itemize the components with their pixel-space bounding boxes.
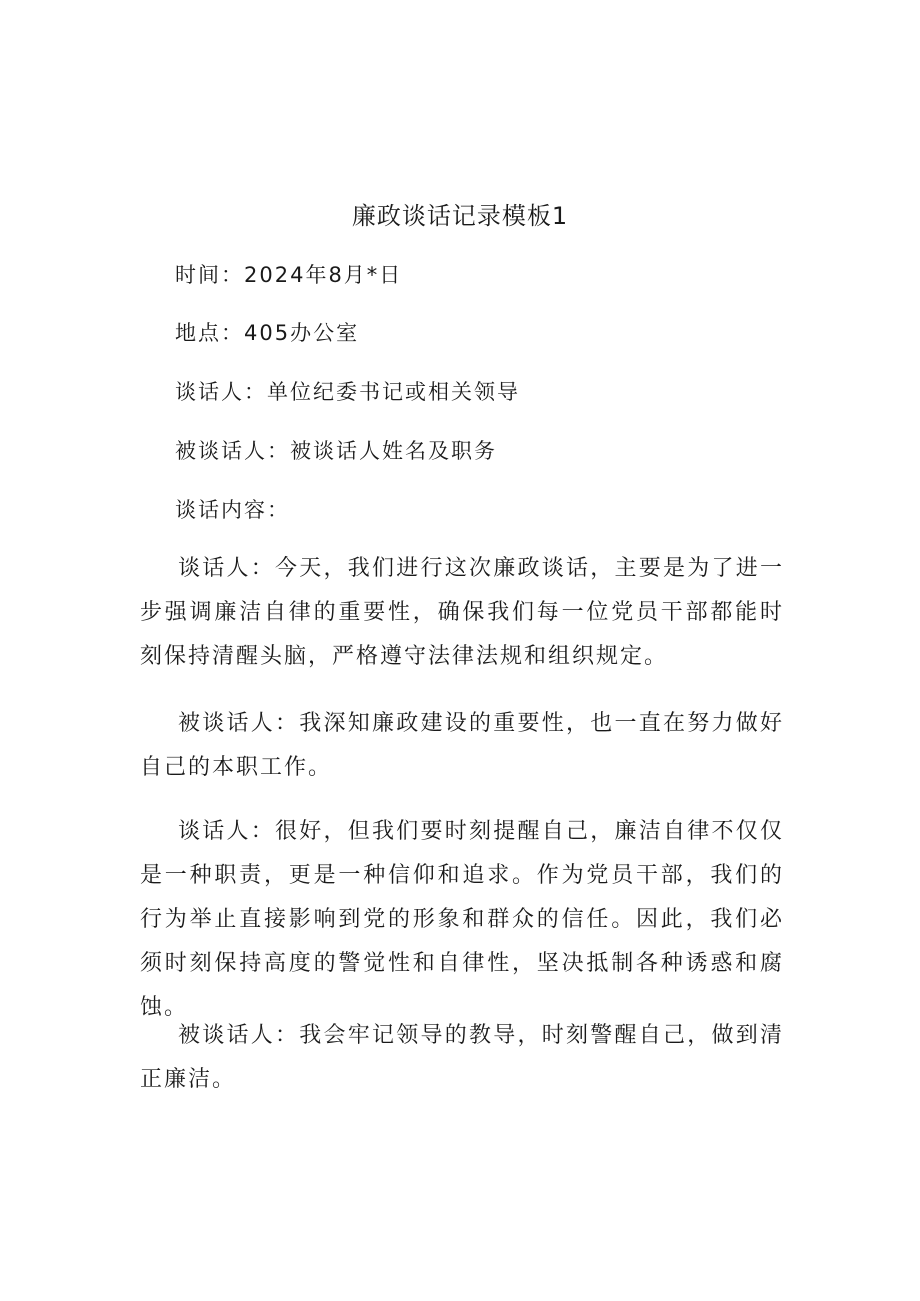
meta-location-value: 405办公室 xyxy=(244,321,360,345)
dialogue-text: 我会牢记领导的教导，时刻警醒自己，做到清正廉洁。 xyxy=(140,1023,784,1092)
dialogue-speaker: 谈话人： xyxy=(178,556,275,581)
dialogue-text: 很好，但我们要时刻提醒自己，廉洁自律不仅仅是一种职责，更是一种信仰和追求。作为党员干部，我们的行为举止直接影响到党的形象和群众的信任。因此，我们必须时刻保持高度的警觉性和自律性，坚决抵制各种诱惑和腐蚀。 xyxy=(140,819,784,1020)
dialogue-text: 我深知廉政建设的重要性，也一直在努力做好自己的本职工作。 xyxy=(140,711,784,780)
meta-interviewer-value: 单位纪委书记或相关领导 xyxy=(267,380,520,404)
meta-interviewer-label: 谈话人： xyxy=(175,380,267,404)
meta-content-heading xyxy=(175,494,290,526)
meta-location xyxy=(175,317,359,349)
meta-time xyxy=(175,259,402,291)
dialogue-paragraph-1 xyxy=(140,547,784,679)
meta-content-label: 谈话内容： xyxy=(175,498,290,522)
dialogue-text: 今天，我们进行这次廉政谈话，主要是为了进一步强调廉洁自律的重要性，确保我们每一位党员干部都能时刻保持清醒头脑，严格遵守法律法规和组织规定。 xyxy=(140,556,784,669)
meta-interviewee-value: 被谈话人姓名及职务 xyxy=(290,439,497,463)
dialogue-speaker: 被谈话人： xyxy=(178,711,300,736)
meta-location-label: 地点： xyxy=(175,321,244,345)
meta-interviewee-label: 被谈话人： xyxy=(175,439,290,463)
dialogue-paragraph-2 xyxy=(140,702,784,790)
dialogue-paragraph-4 xyxy=(140,1014,784,1102)
dialogue-speaker: 谈话人： xyxy=(178,819,275,844)
meta-time-value: 2024年8月*日 xyxy=(244,263,403,287)
meta-interviewer xyxy=(175,376,520,408)
dialogue-speaker: 被谈话人： xyxy=(178,1023,300,1048)
meta-time-label: 时间： xyxy=(175,263,244,287)
meta-interviewee xyxy=(175,435,497,467)
dialogue-paragraph-3 xyxy=(140,810,784,1030)
document-title: 廉政谈话记录模板1 xyxy=(351,202,569,230)
